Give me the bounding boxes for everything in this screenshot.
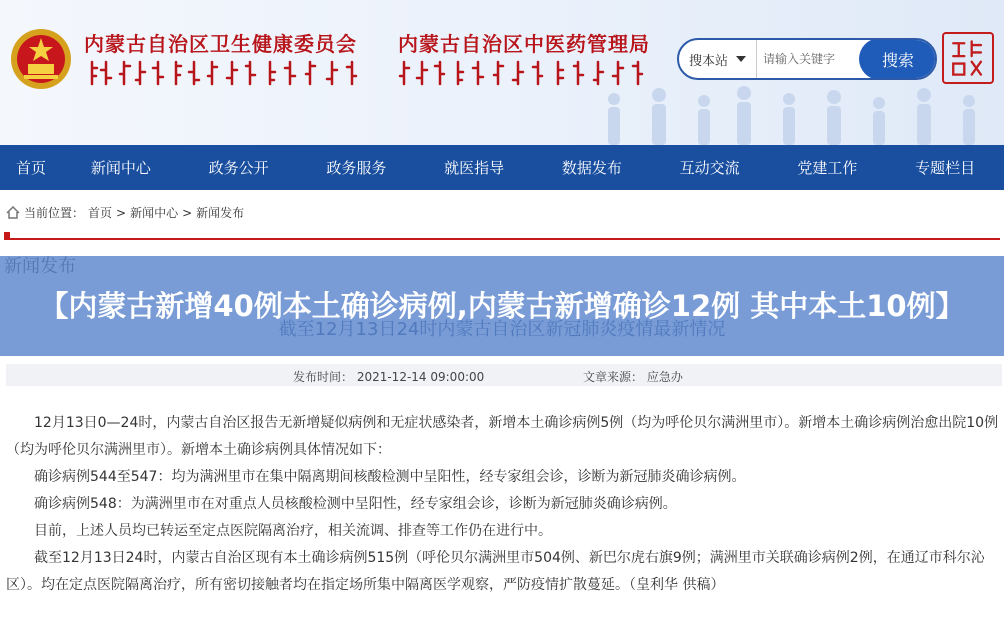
search-box [677, 38, 937, 80]
mongolian-script-logo [398, 60, 658, 86]
main-nav [0, 145, 1004, 190]
publish-time: 发布时间： 2021-12-14 09:00:00 [293, 370, 485, 384]
mongolian-script-logo [86, 60, 358, 86]
home-icon [6, 206, 20, 219]
article-paragraph: 确诊病例548：为满洲里市在对重点人员核酸检测中呈阳性，经专家组会诊，诊断为新冠肺炎确诊病例。 [34, 496, 677, 512]
nav-item-interaction[interactable]: 互动交流 [679, 159, 740, 177]
article-body [6, 410, 1000, 599]
breadcrumb-separator: > [182, 205, 193, 220]
breadcrumb-link-home[interactable]: 首页 [88, 206, 113, 220]
nav-item-special-topics[interactable]: 专题栏目 [915, 159, 976, 177]
article-paragraph: 确诊病例544至547：均为满洲里市在集中隔离期间核酸检测中呈阳性，经专家组会诊，诊断为新冠肺炎确诊病例。 [34, 469, 746, 485]
nav-item-home[interactable]: 首页 [15, 159, 46, 177]
article-meta-bar [6, 364, 1002, 386]
nav-item-medical-guidance[interactable]: 就医指导 [444, 159, 505, 177]
search-scope-select[interactable] [679, 40, 757, 78]
national-emblem-icon [10, 28, 72, 90]
nav-item-party-building[interactable]: 党建工作 [797, 159, 858, 177]
org-name-health-commission: 内蒙古自治区卫生健康委员会 [84, 32, 357, 56]
article-source: 文章来源： 应急办 [583, 370, 683, 384]
breadcrumb-link-news-release[interactable]: 新闻发布 [196, 206, 245, 220]
nav-item-data-release[interactable]: 数据发布 [561, 159, 622, 177]
breadcrumb [6, 204, 244, 221]
nav-item-government-services[interactable]: 政务服务 [326, 159, 387, 177]
headline-overlay-banner [0, 256, 1004, 356]
nav-item-government-affairs[interactable]: 政务公开 [208, 159, 269, 177]
site-header [0, 0, 1004, 145]
search-button[interactable]: 搜索 [859, 38, 937, 80]
tcm-seal-logo [942, 32, 994, 84]
breadcrumb-link-news-center[interactable]: 新闻中心 [130, 206, 179, 220]
search-input[interactable] [763, 49, 863, 69]
chevron-down-icon [736, 56, 746, 62]
nav-item-news-center[interactable]: 新闻中心 [90, 159, 151, 177]
people-silhouette-decoration [584, 85, 1004, 145]
breadcrumb-prefix: 当前位置： [24, 206, 85, 220]
article-paragraph: 目前，上述人员均已转运至定点医院隔离治疗，相关流调、排查等工作仍在进行中。 [34, 523, 552, 539]
search-scope-label: 搜本站 [688, 53, 728, 69]
org-name-tcm-administration: 内蒙古自治区中医药管理局 [398, 32, 650, 56]
article-paragraph: 截至12月13日24时，内蒙古自治区现有本土确诊病例515例（呼伦贝尔满洲里市504例、新巴尔虎右旗9例；满洲里市关联确诊病例2例，在通辽市科尔沁区）。均在定点医院隔离治疗，所有密切接触者均在指定场所集中隔离医学观察，严防疫情扩散蔓延。（皇利华 供稿） [6, 550, 985, 593]
overlay-headline: 【内蒙古新增40例本土确诊病例,内蒙古新增确诊12例 其中本土10例】 [39, 289, 965, 323]
breadcrumb-separator: > [116, 205, 127, 220]
article-paragraph: 12月13日0—24时，内蒙古自治区报告无新增疑似病例和无症状感染者，新增本土确诊病例5例（均为呼伦贝尔满洲里市）。新增本土确诊病例治愈出院10例（均为呼伦贝尔满洲里市）。新增本土确诊病例具体情况如下： [6, 415, 999, 458]
